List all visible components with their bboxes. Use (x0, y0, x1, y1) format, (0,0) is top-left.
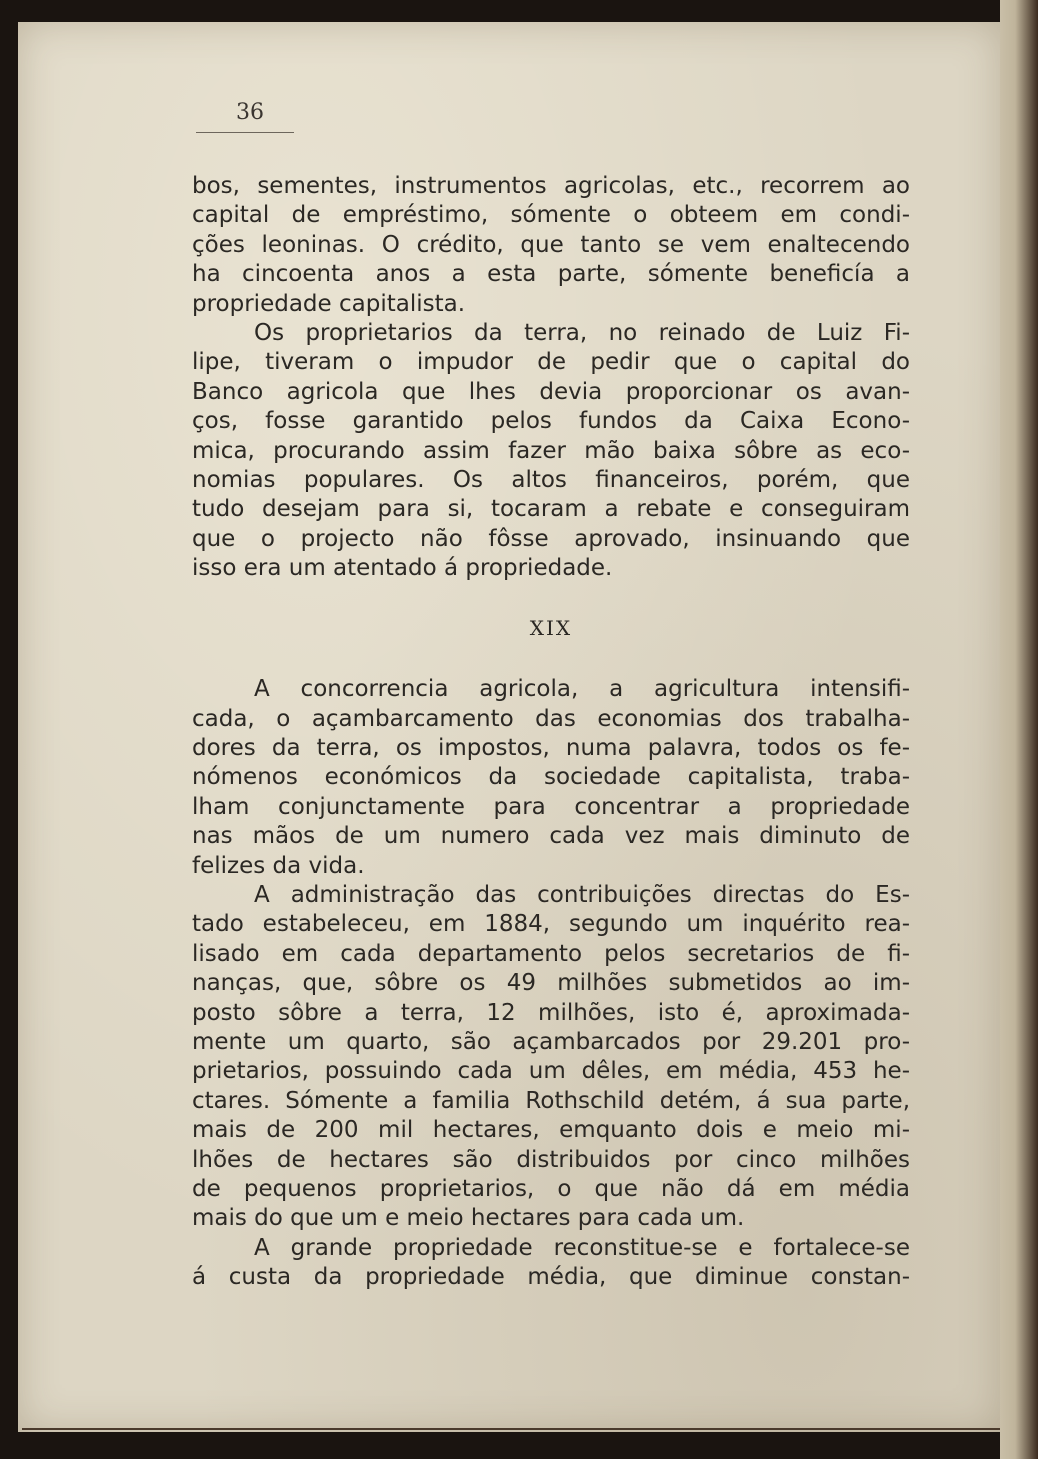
text-line: que o projecto não fôsse aprovado, insinuando que (192, 525, 910, 552)
paragraph-2 (192, 319, 910, 584)
text-line: de pequenos proprietarios, o que não dá em média (192, 1176, 910, 1202)
text-line: lisado em cada departamento pelos secretarios de fi- (192, 940, 910, 967)
text-line: á custa da propriedade média, que diminue constan- (192, 1264, 910, 1291)
text-line: nanças, que, sôbre os 49 milhões submetidos ao im- (192, 970, 910, 997)
text-line: felizes da vida. (192, 852, 365, 879)
text-line: mente um quarto, são açambarcados por 29.201 pro- (192, 1028, 910, 1055)
paragraph-4 (192, 881, 910, 1234)
text-line: lham conjunctamente para concentrar a propriedade (192, 793, 910, 820)
text-line: prietarios, possuindo cada um dêles, em média, 453 he- (192, 1058, 910, 1085)
body-text (192, 172, 910, 1293)
text-line: lhões de hectares são distribuidos por cinco milhões (192, 1146, 910, 1173)
page-number: 36 (236, 100, 264, 125)
text-line: mais de 200 mil hectares, emquanto dois e meio mi- (192, 1117, 910, 1144)
text-line: tudo desejam para si, tocaram a rebate e conseguiram (192, 496, 910, 523)
page-bottom-edge (22, 1428, 1000, 1430)
text-line: cada, o açambarcamento das economias dos trabalha- (192, 705, 910, 732)
text-line: ctares. Sómente a familia Rothschild detém, á sua parte, (192, 1087, 910, 1114)
text-line: dores da terra, os impostos, numa palavra, todos os fe- (192, 734, 910, 761)
text-line: nómenos económicos da sociedade capitalista, traba- (192, 764, 910, 791)
text-line: nomias populares. Os altos financeiros, porém, que (192, 467, 910, 494)
text-line: mais do que um e meio hectares para cada um. (192, 1205, 745, 1232)
text-line: tado estabeleceu, em 1884, segundo um inquérito rea- (192, 911, 910, 938)
paragraph-3 (192, 675, 910, 881)
text-line: A concorrencia agricola, a agricultura intensifi- (254, 676, 910, 703)
text-line: ções leoninas. O crédito, que tanto se vem enaltecendo (192, 231, 910, 258)
text-line: lipe, tiveram o impudor de pedir que o capital do (192, 349, 910, 376)
text-line: Banco agricola que lhes devia proporcionar os avan- (192, 378, 910, 405)
text-line: isso era um atentado á propriedade. (192, 555, 613, 582)
text-line: capital de empréstimo, sómente o obteem em condi- (192, 202, 910, 229)
page-edge (1000, 0, 1038, 1459)
text-line: mica, procurando assim fazer mão baixa sôbre as eco- (192, 437, 910, 464)
text-line: ços, fosse garantido pelos fundos da Caixa Econo- (192, 408, 910, 435)
section-heading: XIX (529, 615, 573, 640)
text-line: Os proprietarios da terra, no reinado de Luiz Fi- (254, 320, 910, 347)
text-line: posto sôbre a terra, 12 milhões, isto é, aproximada- (192, 999, 910, 1026)
text-line: ha cincoenta anos a esta parte, sómente beneficía a (192, 261, 910, 288)
text-line: bos, sementes, instrumentos agricolas, etc., recorrem ao (192, 173, 910, 199)
text-line: A administração das contribuições directas do Es- (254, 881, 910, 908)
paragraph-5 (192, 1234, 910, 1293)
paragraph-1 (192, 172, 910, 319)
header-rule (196, 132, 294, 133)
text-line: A grande propriedade reconstitue-se e fortalece-se (254, 1234, 910, 1261)
text-line: nas mãos de um numero cada vez mais diminuto de (192, 823, 910, 850)
text-line: propriedade capitalista. (192, 290, 466, 317)
